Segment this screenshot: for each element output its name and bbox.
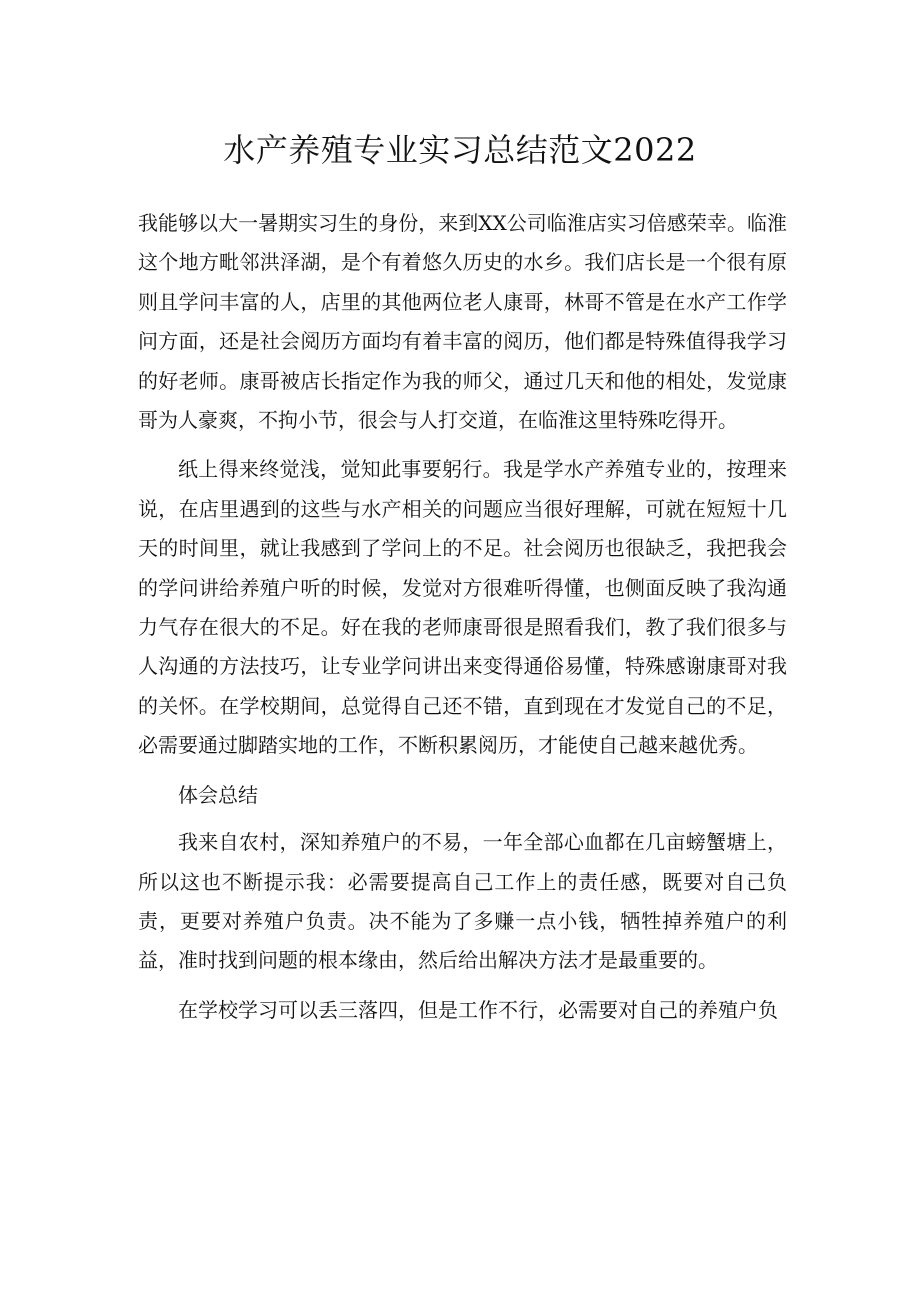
- document-body: [138, 204, 787, 1040]
- section-heading: 体会总结: [178, 782, 258, 807]
- paragraph-3: 我来自农村，深知养殖户的不易，一年全部心血都在几亩螃蟹塘上，所以这也不断提示我：必需要提高自己工作上的责任感，既要对自己负责，更要对养殖户负责。决不能为了多赚一点小钱，牺牲掉养殖户的利益，准时找到问题的根本缘由，然后给出解决方法才是最重要的。: [138, 830, 787, 973]
- paragraph-4: 在学校学习可以丢三落四，但是工作不行，必需要对自己的养殖户负: [178, 997, 778, 1022]
- paragraph-2: 纸上得来终觉浅，觉知此事要躬行。我是学水产养殖专业的，按理来说，在店里遇到的这些与水产相关的问题应当很好理解，可就在短短十几天的时间里，就让我感到了学问上的不足。社会阅历也很缺乏，我把我会的学问讲给养殖户听的时候，发觉对方很难听得懂，也侧面反映了我沟通力气存在很大的不足。好在我的老师康哥很是照看我们，教了我们很多与人沟通的方法技巧，让专业学问讲出来变得通俗易懂，特殊感谢康哥对我的关怀。在学校期间，总觉得自己还不错，直到现在才发觉自己的不足，必需要通过脚踏实地的工作，不断积累阅历，才能使自己越来越优秀。: [138, 457, 787, 758]
- paragraph-1: 我能够以大一暑期实习生的身份，来到XX公司临淮店实习倍感荣幸。临淮这个地方毗邻洪泽湖，是个有着悠久历史的水乡。我们店长是一个很有原则且学问丰富的人，店里的其他两位老人康哥，林哥不管是在水产工作学问方面，还是社会阅历方面均有着丰富的阅历，他们都是特殊值得我学习的好老师。康哥被店长指定作为我的师父，通过几天和他的相处，发觉康哥为人豪爽，不拘小节，很会与人打交道，在临淮这里特殊吃得开。: [138, 211, 787, 433]
- document-title: 水产养殖专业实习总结范文2022: [223, 131, 697, 169]
